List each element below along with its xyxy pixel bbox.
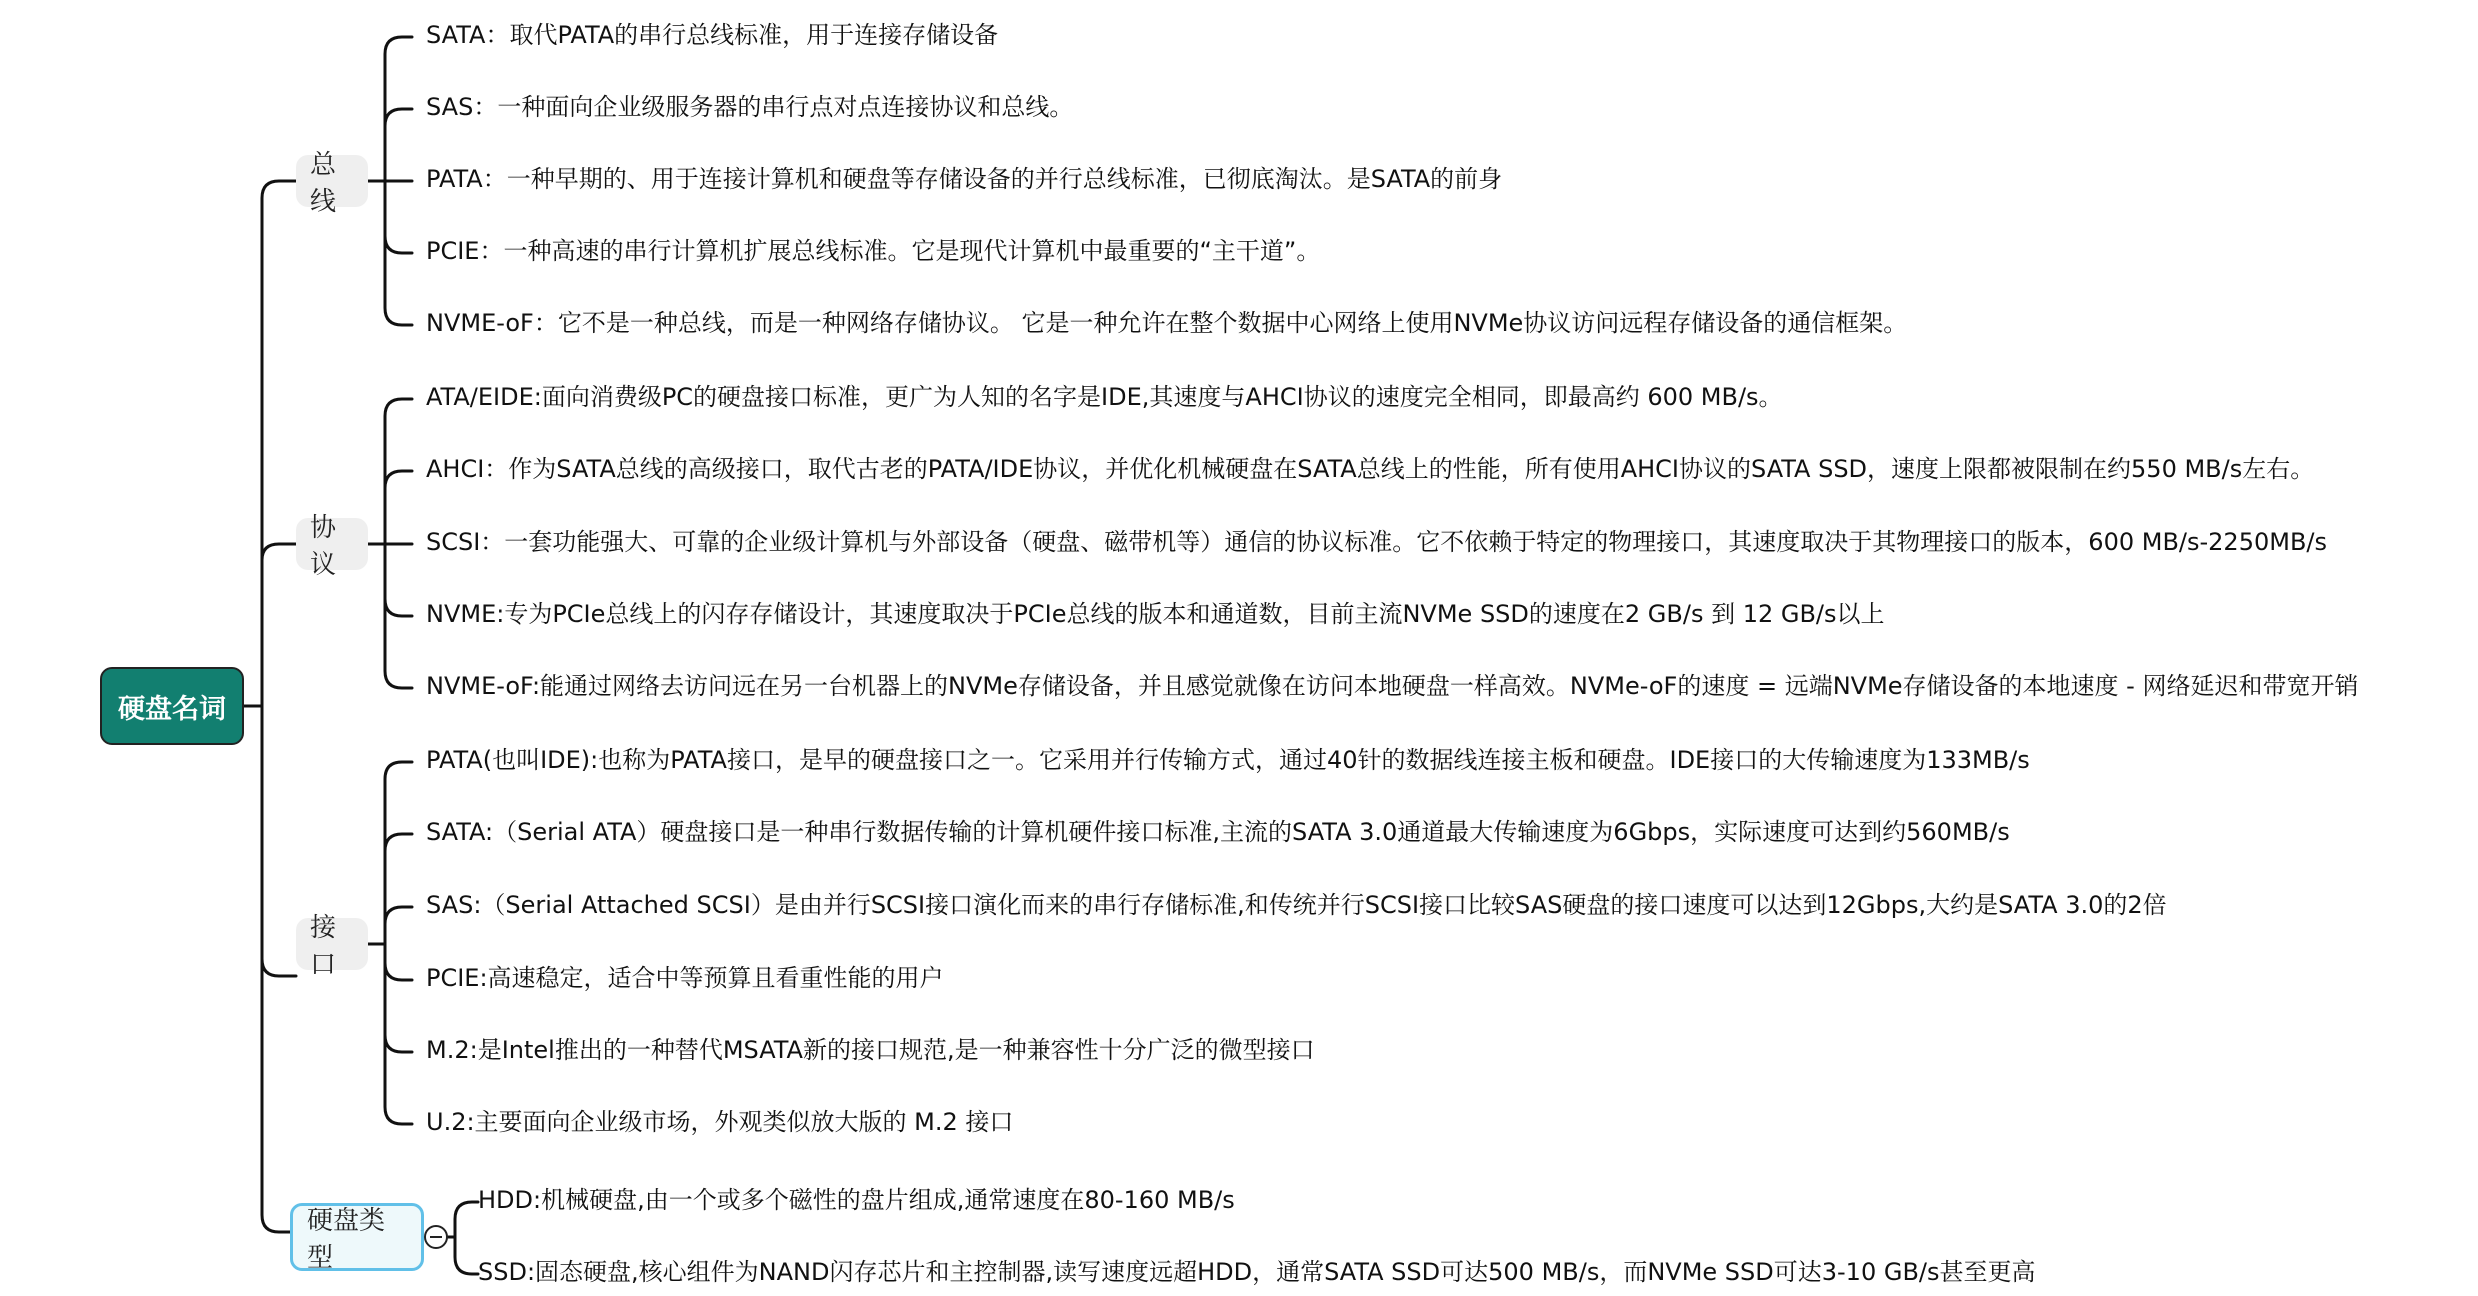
root-node[interactable]: 硬盘名词 — [100, 667, 244, 745]
leaf-interface-u2[interactable]: U.2:主要面向企业级市场，外观类似放大版的 M.2 接口 — [426, 1108, 1014, 1136]
leaf-protocol-nvme[interactable]: NVME:专为PCIe总线上的闪存存储设计，其速度取决于PCIe总线的版本和通道数，目前主流NVMe SSD的速度在2 GB/s 到 12 GB/s以上 — [426, 600, 1885, 628]
leaf-bus-nvme-of[interactable]: NVME-oF：它不是一种总线，而是一种网络存储协议。 它是一种允许在整个数据中心网络上使用NVMe协议访问远程存储设备的通信框架。 — [426, 309, 1908, 337]
leaf-interface-sas[interactable]: SAS:（Serial Attached SCSI）是由并行SCSI接口演化而来的串行存储标准,和传统并行SCSI接口比较SAS硬盘的接口速度可以达到12Gbps,大约是SATA 3.0的2倍 — [426, 891, 2167, 919]
leaf-disk-ssd[interactable]: SSD:固态硬盘,核心组件为NAND闪存芯片和主控制器,读写速度远超HDD，通常SATA SSD可达500 MB/s，而NVMe SSD可达3-10 GB/s甚至更高 — [478, 1258, 2036, 1286]
leaf-protocol-scsi[interactable]: SCSI：一套功能强大、可靠的企业级计算机与外部设备（硬盘、磁带机等）通信的协议标准。它不依赖于特定的物理接口，其速度取决于其物理接口的版本，600 MB/s-2250MB/s — [426, 528, 2327, 556]
leaf-bus-pata[interactable]: PATA：一种早期的、用于连接计算机和硬盘等存储设备的并行总线标准，已彻底淘汰。是SATA的前身 — [426, 165, 1503, 193]
leaf-interface-m2[interactable]: M.2:是Intel推出的一种替代MSATA新的接口规范,是一种兼容性十分广泛的微型接口 — [426, 1036, 1315, 1064]
branch-interface[interactable]: 接口 — [296, 918, 368, 970]
leaf-protocol-nvme-of[interactable]: NVME-oF:能通过网络去访问远在另一台机器上的NVMe存储设备，并且感觉就像在访问本地硬盘一样高效。NVMe-oF的速度 = 远端NVMe存储设备的本地速度 - 网络延迟和带宽开销 — [426, 672, 2359, 700]
branch-disk-type[interactable]: 硬盘类型 — [290, 1203, 424, 1271]
leaf-interface-pcie[interactable]: PCIE:高速稳定，适合中等预算且看重性能的用户 — [426, 964, 944, 992]
leaf-disk-hdd[interactable]: HDD:机械硬盘,由一个或多个磁性的盘片组成,通常速度在80-160 MB/s — [478, 1186, 1235, 1214]
leaf-bus-sata[interactable]: SATA：取代PATA的串行总线标准，用于连接存储设备 — [426, 21, 999, 49]
leaf-bus-pcie[interactable]: PCIE：一种高速的串行计算机扩展总线标准。它是现代计算机中最重要的“主干道”。 — [426, 237, 1321, 265]
leaf-protocol-ahci[interactable]: AHCI：作为SATA总线的高级接口，取代古老的PATA/IDE协议，并优化机械硬盘在SATA总线上的性能，所有使用AHCI协议的SATA SSD，速度上限都被限制在约550 MB/s左右。 — [426, 455, 2315, 483]
collapse-toggle-icon[interactable] — [424, 1225, 448, 1249]
leaf-protocol-ata-eide[interactable]: ATA/EIDE:面向消费级PC的硬盘接口标准，更广为人知的名字是IDE,其速度与AHCI协议的速度完全相同，即最高约 600 MB/s。 — [426, 383, 1783, 411]
leaf-bus-sas[interactable]: SAS：一种面向企业级服务器的串行点对点连接协议和总线。 — [426, 93, 1074, 121]
leaf-interface-pata[interactable]: PATA(也叫IDE):也称为PATA接口，是早的硬盘接口之一。它采用并行传输方式，通过40针的数据线连接主板和硬盘。IDE接口的大传输速度为133MB/s — [426, 746, 2030, 774]
branch-bus[interactable]: 总线 — [296, 155, 368, 207]
branch-protocol[interactable]: 协议 — [296, 518, 368, 570]
leaf-interface-sata[interactable]: SATA:（Serial ATA）硬盘接口是一种串行数据传输的计算机硬件接口标准,主流的SATA 3.0通道最大传输速度为6Gbps，实际速度可达到约560MB/s — [426, 818, 2010, 846]
